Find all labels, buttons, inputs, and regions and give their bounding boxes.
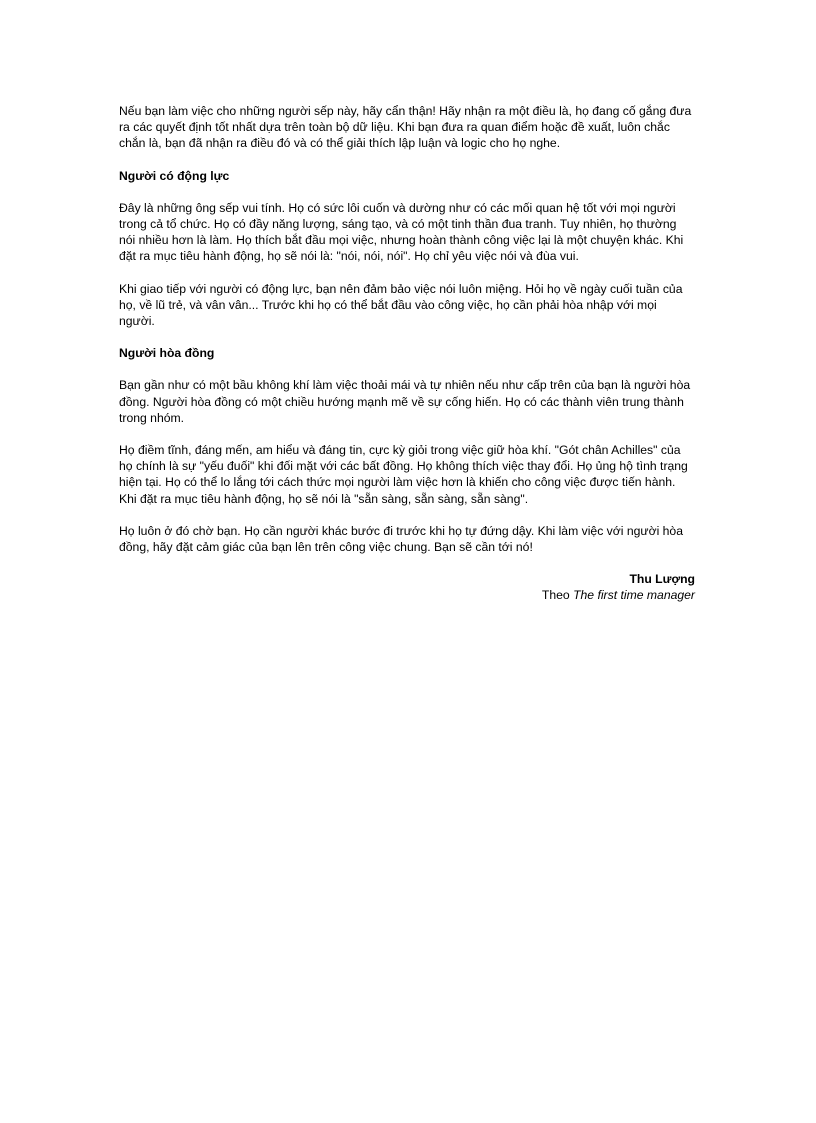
source-prefix: Theo <box>541 588 570 603</box>
section-heading-motivated: Người có động lực <box>119 168 230 183</box>
paragraph-sociable-description: Bạn gần như có một bầu không khí làm việc thoải mái và tự nhiên nếu như cấp trên của bạn là người hòa đồng. Người hòa đồng có một chiều hướng mạnh mẽ về sự cống hiến. Họ có các thành viên trung thành trong nhóm. <box>119 378 691 425</box>
paragraph-motivated-communication: Khi giao tiếp với người có động lực, bạn nên đảm bảo việc nói luôn miệng. Hỏi họ về ngày cuối tuần của họ, về lũ trẻ, và vân vân... Trước khi họ có thể bắt đầu vào công việc, họ cần phải hòa nhập với mọi người. <box>119 281 683 329</box>
paragraph-motivated-description: Đây là những ông sếp vui tính. Họ có sức lôi cuốn và dường như có các mối quan hệ tốt với mọi người trong cả tổ chức. Họ có đầy năng lượng, sáng tạo, và có một tinh thần đua tranh. Tuy nhiên, họ thường nói nhiều hơn là làm. Họ thích bắt đầu mọi việc, nhưng hoàn thành công việc lại là một chuyện khác. Khi đặt ra mục tiêu hành động, họ sẽ nói là: "nói, nói, nói". Họ chỉ yêu việc nói và đùa vui. <box>119 200 684 264</box>
author-name: Thu Lượng <box>629 572 695 587</box>
paragraph-sociable-traits: Họ điềm tĩnh, đáng mến, am hiểu và đáng tin, cực kỳ giỏi trong việc giữ hòa khí. "Gót chân Achilles" của họ chính là sự "yếu đuối" khi đối mặt với các bất đồng. Họ không thích việc thay đổi. Họ ủng hộ tình trạng hiện tại. Họ có thể lo lắng tới cách thức mọi người làm việc hơn là khiến cho công việc được tiến hành. Khi đặt ra mục tiêu hành động, họ sẽ nói là "sẵn sàng, sẵn sàng, sẵn sàng". <box>119 443 688 506</box>
section-heading-sociable: Người hòa đồng <box>119 346 215 361</box>
source-line <box>119 587 695 603</box>
document-page <box>119 103 695 604</box>
signature-block <box>119 571 695 603</box>
paragraph-sociable-advice: Họ luôn ở đó chờ bạn. Họ cần người khác bước đi trước khi họ tự đứng dậy. Khi làm việc với người hòa đồng, hãy đặt cảm giác của bạn lên trên công việc chung. Bạn sẽ cần tới nó! <box>119 523 683 555</box>
source-title: The first time manager <box>573 588 695 603</box>
paragraph-intro: Nếu bạn làm việc cho những người sếp này, hãy cẩn thận! Hãy nhận ra một điều là, họ đang cố gắng đưa ra các quyết định tốt nhất dựa trên toàn bộ dữ liệu. Khi bạn đưa ra quan điểm hoặc đề xuất, luôn chắc chắn là, bạn đã nhận ra điều đó và có thể giải thích lập luận và logic cho họ nghe. <box>119 104 692 151</box>
